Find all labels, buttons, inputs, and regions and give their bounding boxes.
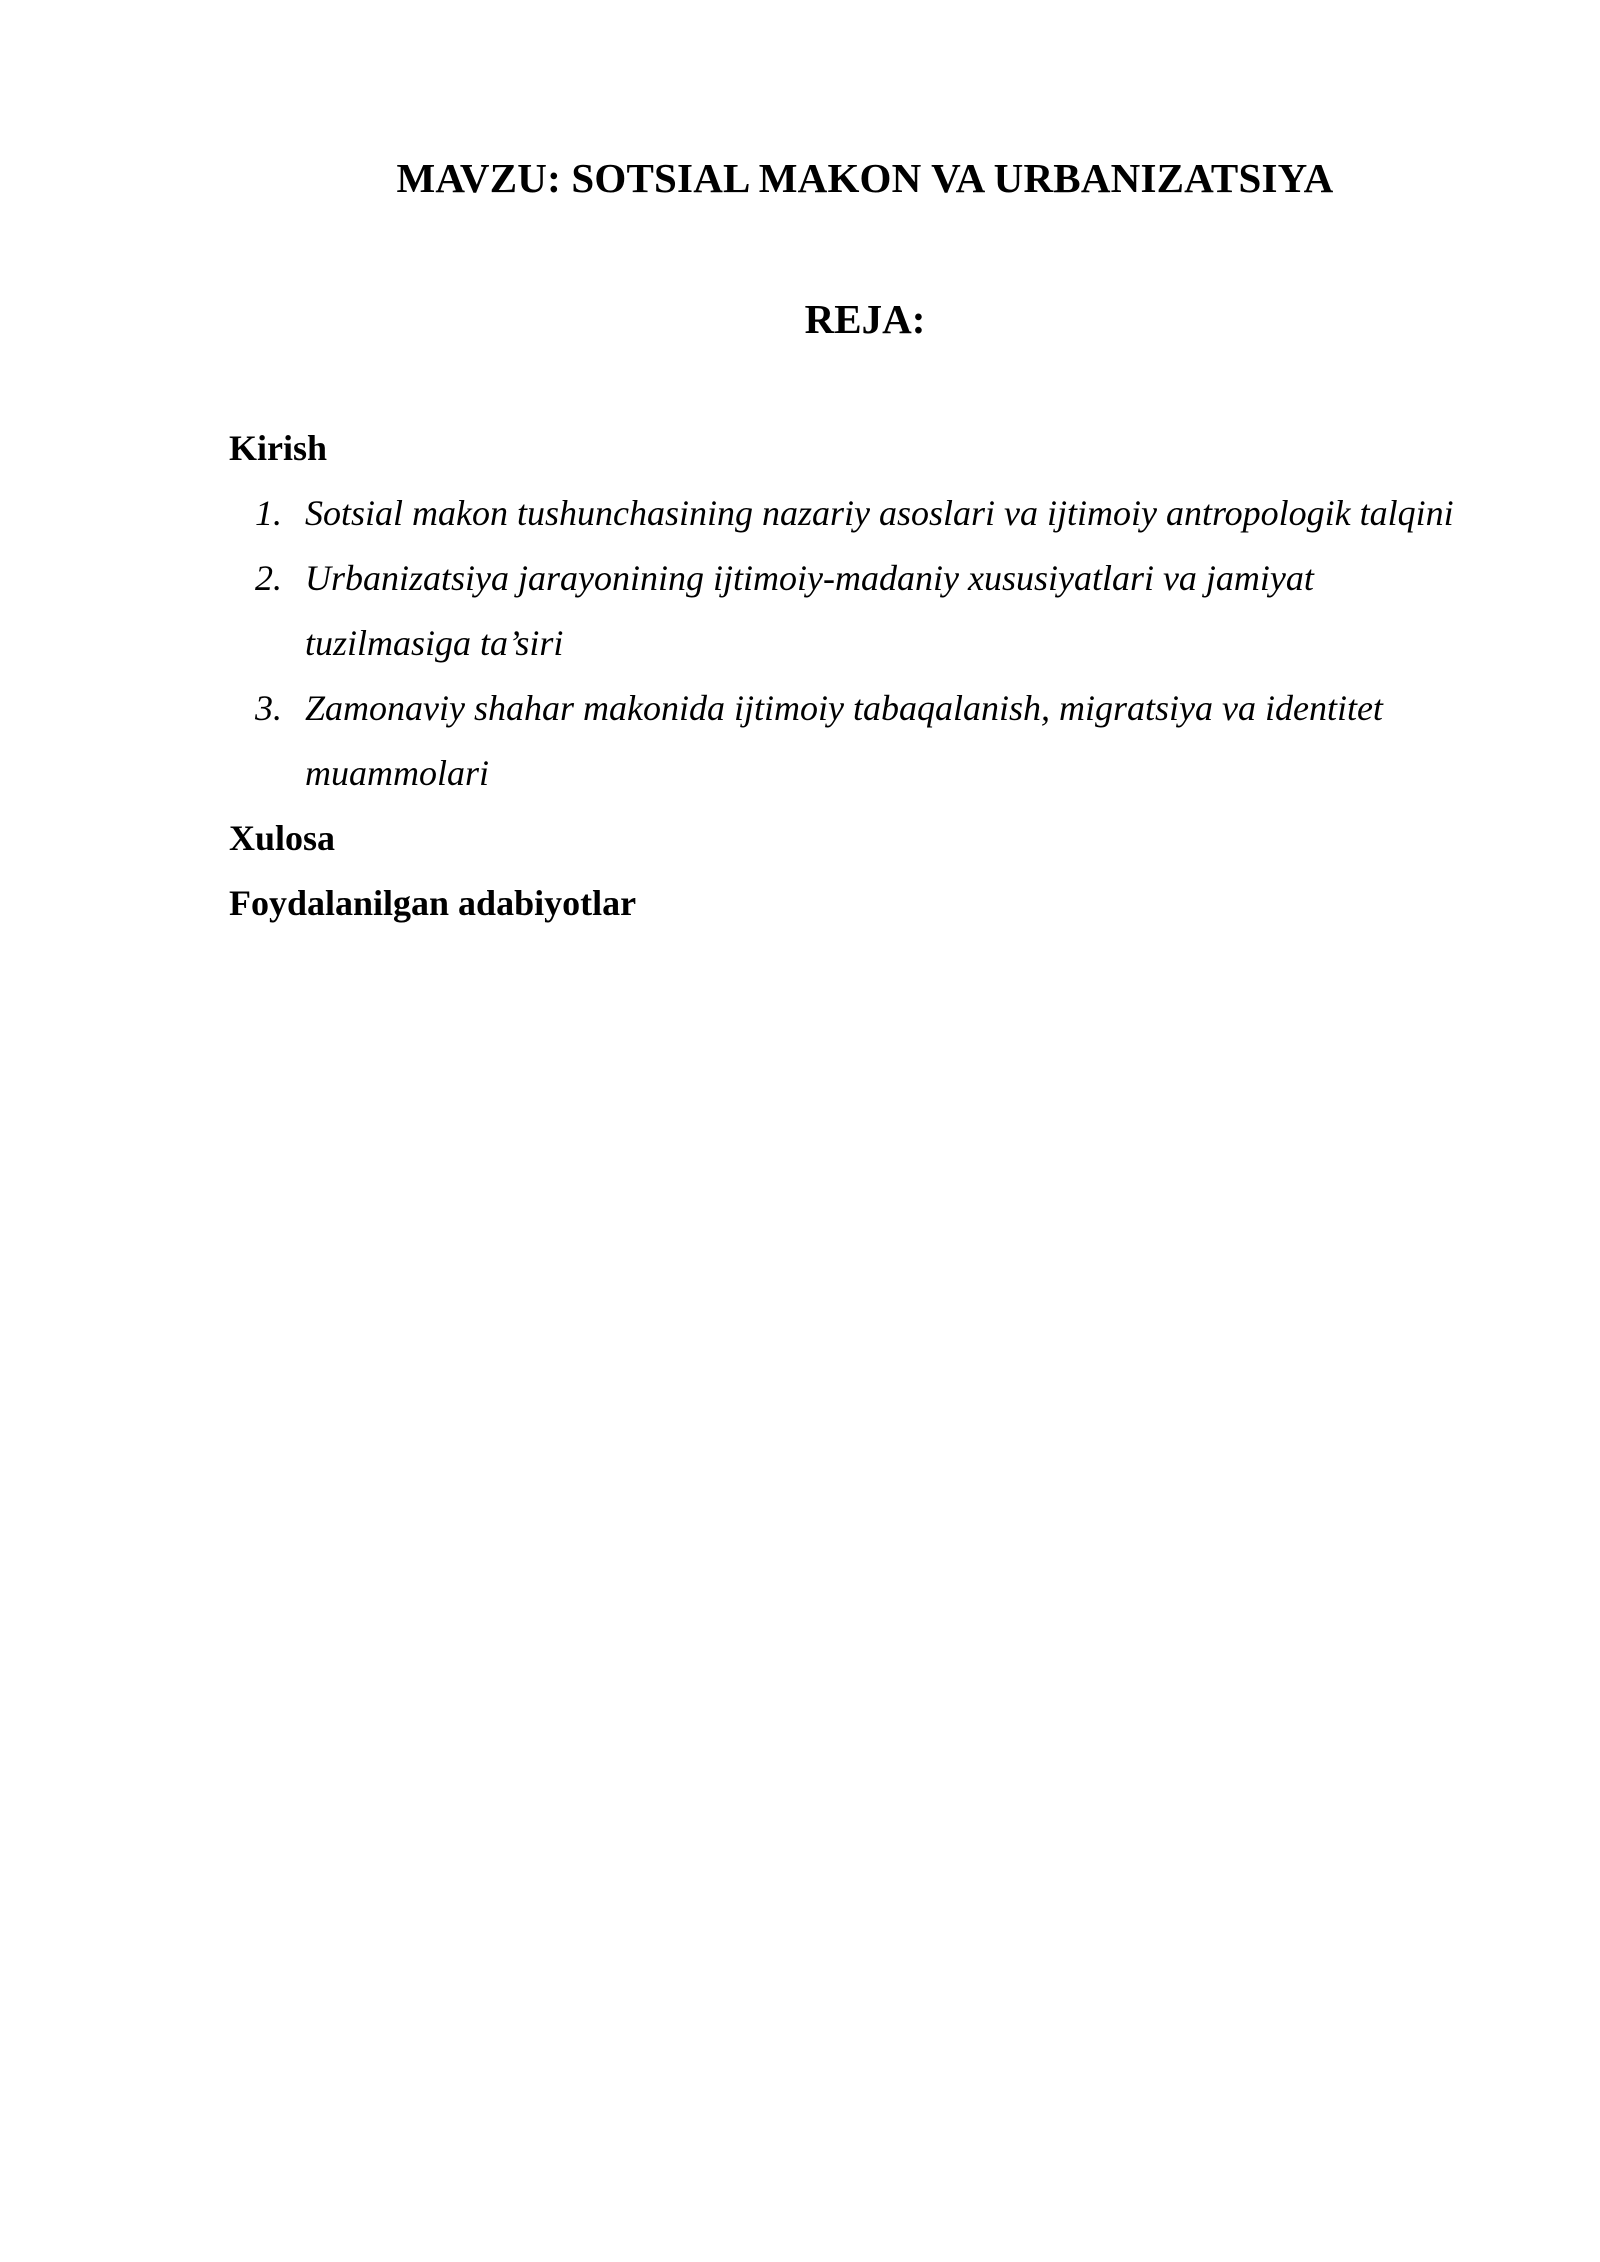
plan-item-2 (229, 546, 1459, 676)
plan-item-text: Zamonaviy shahar makonida ijtimoiy tabaqalanish, migratsiya va identitet muammolari (305, 688, 1383, 793)
plan-item-number: 1. (255, 493, 282, 533)
plan-item-text: Sotsial makon tushunchasining nazariy asoslari va ijtimoiy antropologik talqini (305, 493, 1454, 533)
intro-heading: Kirish (229, 428, 328, 468)
plan-item-3 (229, 676, 1459, 806)
plan-title: REJA: (804, 296, 926, 342)
conclusion-heading: Xulosa (229, 818, 336, 858)
plan-section (229, 416, 1459, 936)
plan-item-number: 3. (255, 688, 282, 728)
plan-list (229, 481, 1459, 806)
references-heading: Foydalanilgan adabiyotlar (229, 883, 637, 923)
document-title: MAVZU: SOTSIAL MAKON VA URBANIZATSIYA (396, 155, 1334, 201)
plan-item-1 (229, 481, 1459, 546)
plan-item-text: Urbanizatsiya jarayonining ijtimoiy-madaniy xususiyatlari va jamiyat tuzilmasiga ta’siri (305, 558, 1314, 663)
plan-item-number: 2. (255, 558, 282, 598)
